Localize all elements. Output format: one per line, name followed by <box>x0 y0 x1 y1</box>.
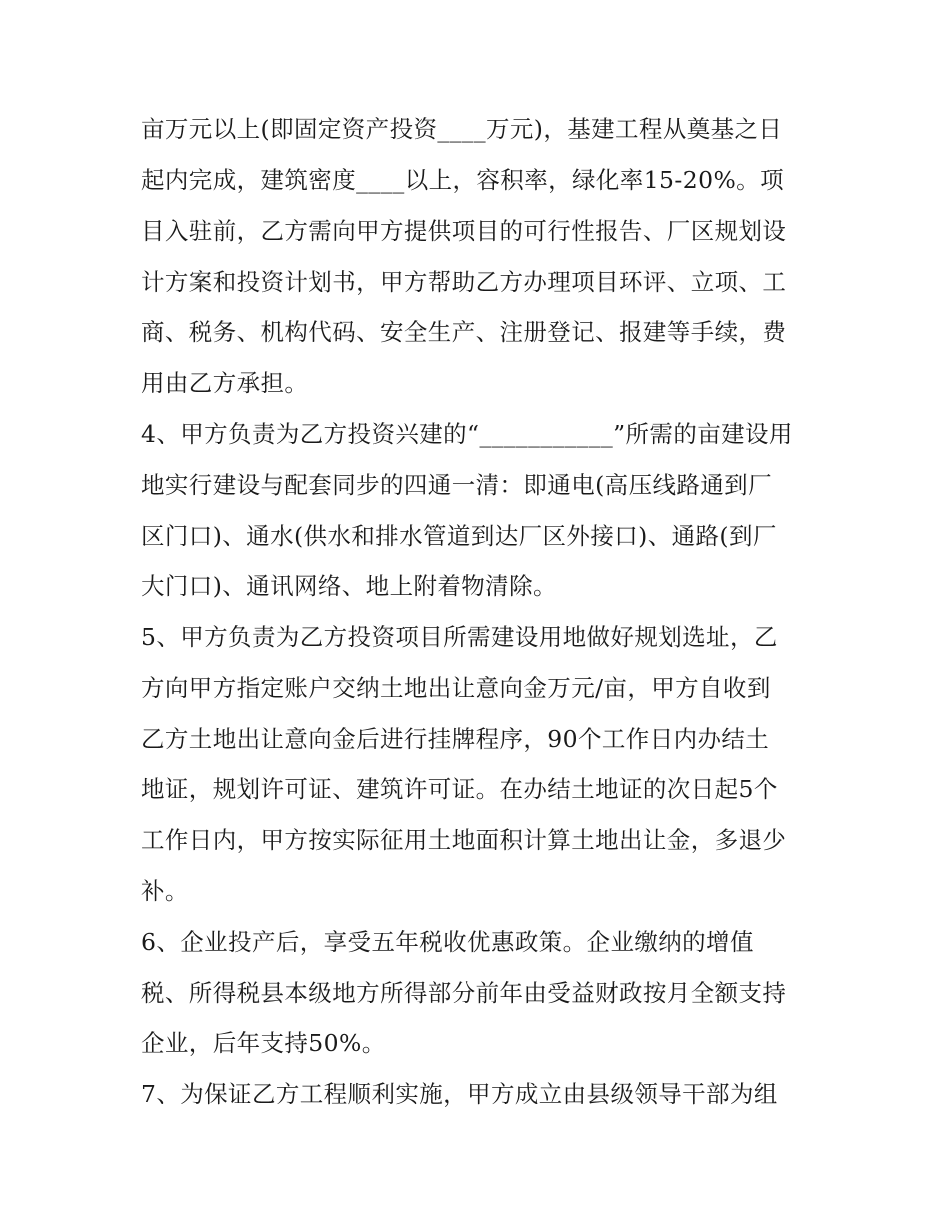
paragraph-4-line-3: 区门口)、通水(供水和排水管道到达厂区外接口)、通路(到厂 <box>141 522 777 550</box>
paragraph-5-line-1: 5、甲方负责为乙方投资项目所需建设用地做好规划选址，乙 <box>141 623 778 651</box>
paragraph-6-line-1: 6、企业投产后，享受五年税收优惠政策。企业缴纳的增值 <box>141 928 754 956</box>
paragraph-3-line-1: 亩万元以上(即固定资产投资____万元)，基建工程从奠基之日 <box>141 115 783 143</box>
paragraph-6-line-3: 企业，后年支持50%。 <box>141 1029 386 1057</box>
paragraph-4-line-2: 地实行建设与配套同步的四通一清：即通电(高压线路通到厂 <box>141 471 772 499</box>
paragraph-3-line-3: 目入驻前，乙方需向甲方提供项目的可行性报告、厂区规划设 <box>141 217 787 245</box>
paragraph-5-line-2: 方向甲方指定账户交纳土地出让意向金万元/亩，甲方自收到 <box>141 674 771 702</box>
paragraph-5-line-4: 地证，规划许可证、建筑许可证。在办结土地证的次日起5个 <box>141 775 778 803</box>
paragraph-4-line-1: 4、甲方负责为乙方投资兴建的“___________”所需的亩建设用 <box>141 420 793 448</box>
paragraph-3-line-5: 商、税务、机构代码、安全生产、注册登记、报建等手续，费 <box>141 318 787 346</box>
paragraph-5-line-6: 补。 <box>141 877 189 905</box>
paragraph-4-line-4: 大门口)、通讯网络、地上附着物清除。 <box>141 572 557 600</box>
paragraph-5-line-5: 工作日内，甲方按实际征用土地面积计算土地出让金，多退少 <box>141 826 787 854</box>
paragraph-6-line-2: 税、所得税县本级地方所得部分前年由受益财政按月全额支持 <box>141 979 787 1007</box>
paragraph-7-line-1: 7、为保证乙方工程顺利实施，甲方成立由县级领导干部为组 <box>141 1080 778 1108</box>
paragraph-3-line-2: 起内完成，建筑密度____以上，容积率，绿化率15-20%。项 <box>141 166 784 194</box>
paragraph-3-line-6: 用由乙方承担。 <box>141 369 309 397</box>
paragraph-5-line-3: 乙方土地出让意向金后进行挂牌程序，90个工作日内办结土 <box>141 725 770 753</box>
paragraph-3-line-4: 计方案和投资计划书，甲方帮助乙方办理项目环评、立项、工 <box>141 268 787 296</box>
